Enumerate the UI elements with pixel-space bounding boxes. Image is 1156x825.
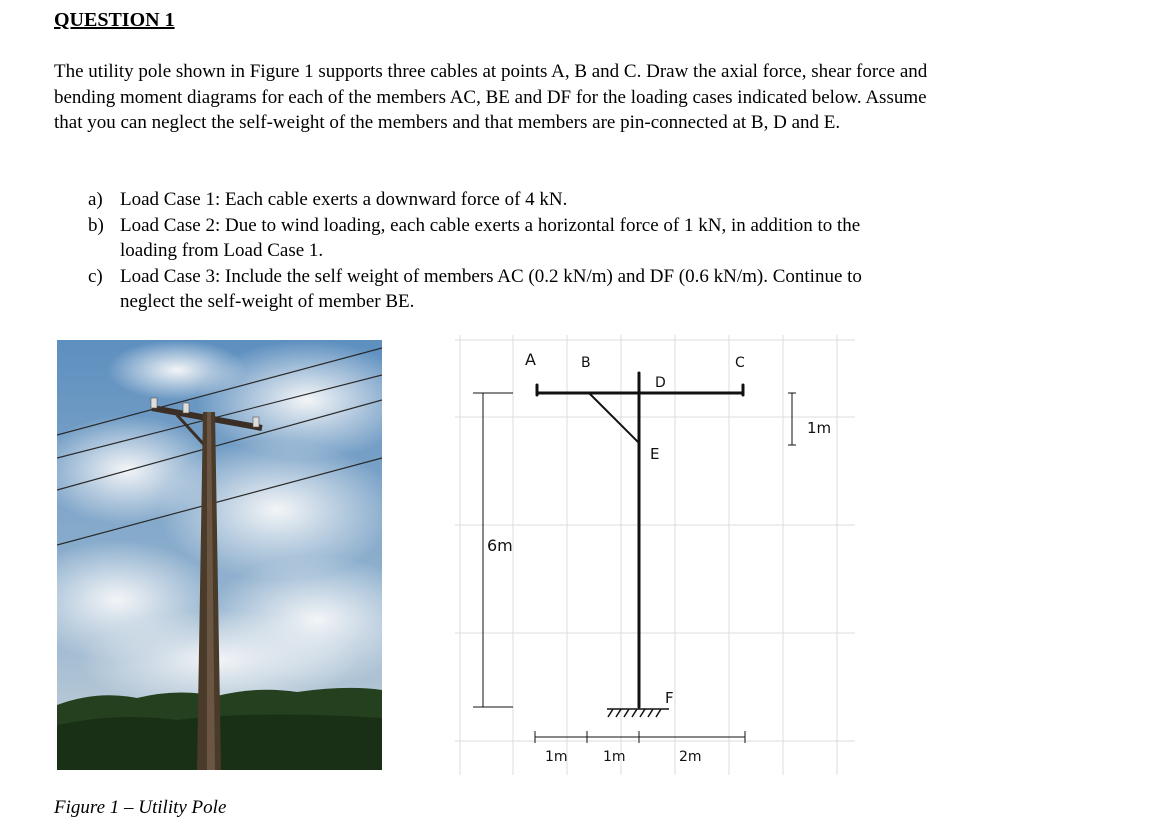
- utility-pole-illustration: [57, 340, 382, 770]
- label-a: A: [525, 350, 536, 369]
- label-span-2: 1m: [603, 749, 626, 765]
- top-height-dimension: [788, 393, 796, 445]
- label-height: 6m: [487, 536, 513, 555]
- label-span-3: 2m: [679, 749, 702, 765]
- load-case-text: Load Case 2: Due to wind loading, each cable exerts a horizontal force of 1 kN, in addition to the loading from Load Case 1.: [120, 214, 861, 261]
- fixed-support: [607, 709, 669, 717]
- load-case-label: a): [88, 189, 103, 210]
- label-span-1: 1m: [545, 749, 568, 765]
- structure-diagram: [455, 335, 855, 775]
- figure-caption: Figure 1 – Utility Pole: [54, 797, 227, 818]
- load-case-text: Load Case 1: Each cable exerts a downward force of 4 kN.: [120, 189, 568, 210]
- load-case-a: [88, 187, 908, 213]
- label-top-height: 1m: [807, 419, 832, 437]
- label-c: C: [735, 355, 745, 371]
- question-title: QUESTION 1: [54, 9, 175, 31]
- utility-pole-photo: [57, 340, 382, 770]
- structure-diagram-svg: [455, 335, 855, 775]
- label-f: F: [665, 689, 674, 707]
- label-b: B: [581, 355, 591, 371]
- load-case-list: [88, 187, 908, 315]
- label-d: D: [655, 375, 666, 391]
- load-case-label: c): [88, 265, 103, 287]
- load-case-b: [88, 213, 908, 264]
- load-case-label: b): [88, 214, 104, 236]
- members: [537, 373, 743, 707]
- member-be: [589, 393, 639, 443]
- load-case-text: Load Case 3: Include the self weight of members AC (0.2 kN/m) and DF (0.6 kN/m). Continue to neglect the self-weight of member BE.: [120, 265, 862, 312]
- load-case-c: [88, 264, 908, 315]
- label-e: E: [650, 445, 660, 463]
- question-paragraph: The utility pole shown in Figure 1 supports three cables at points A, B and C. Draw the axial force, shear force and bending moment diagrams for each of the members AC, BE and DF for the loading cases indicated below. Assume that you can neglect the self-weight of the members and that members are pin-connected at B, D and E.: [54, 61, 928, 133]
